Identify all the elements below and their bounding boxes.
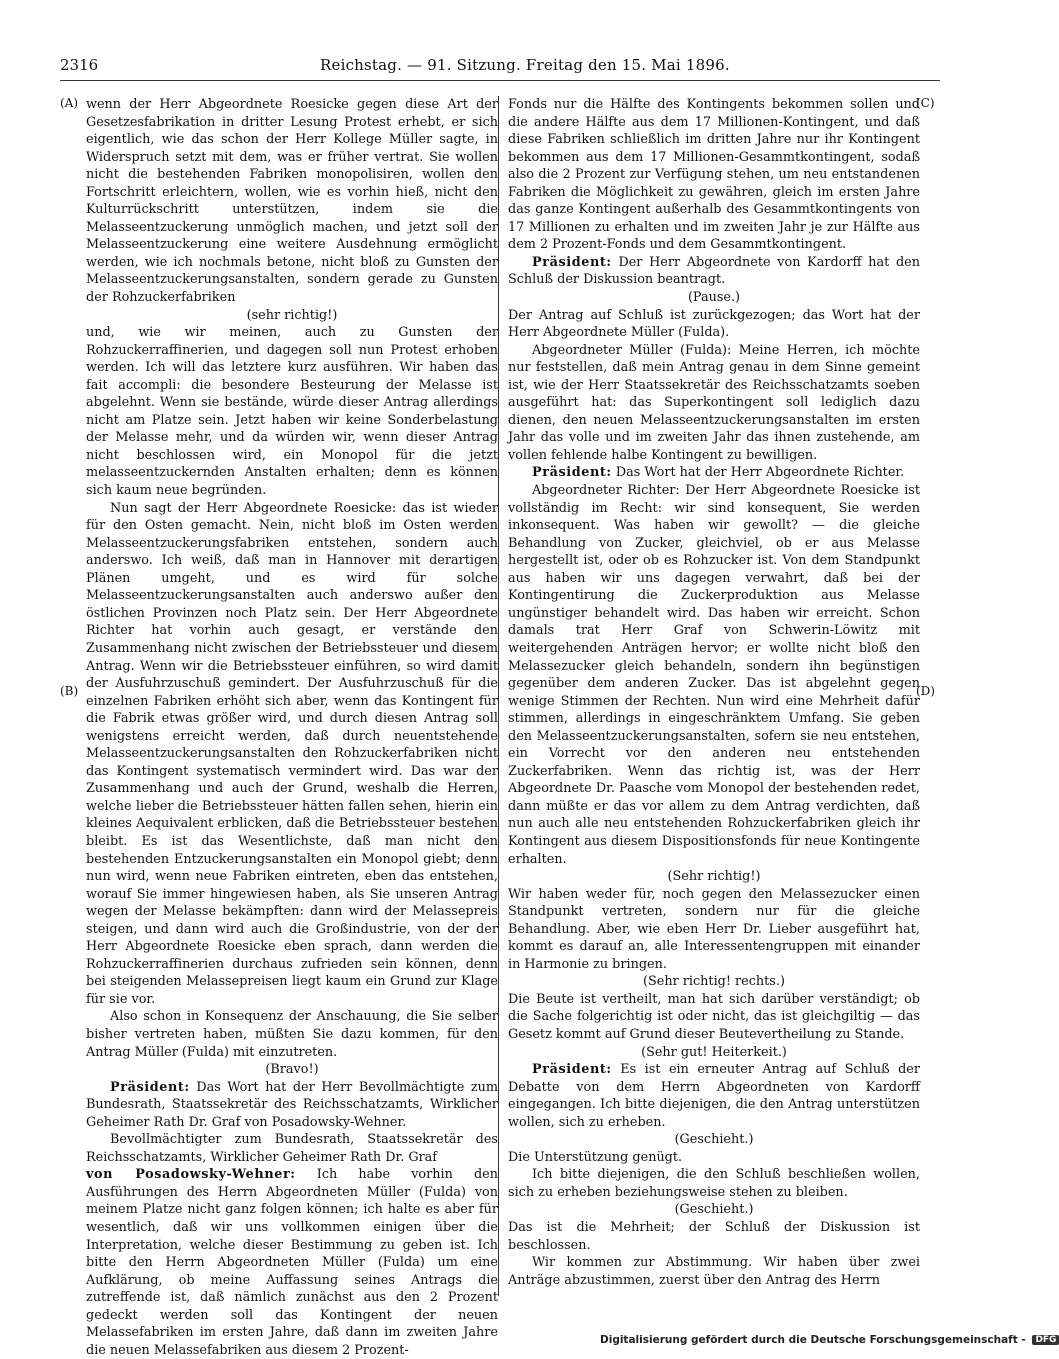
paragraph-text: Das ist die Mehrheit; der Schluß der Diskussion ist beschlossen. [508,1220,920,1253]
paragraph [508,254,920,289]
paragraph [508,1166,920,1201]
paragraph [86,1061,498,1079]
paragraph [508,96,920,254]
paragraph [508,289,920,307]
paragraph-text: (Sehr gut! Heiterkeit.) [641,1044,787,1060]
paragraph-text: (Sehr richtig!) [667,869,761,885]
paragraph-text: Bevollmächtigter zum Bundesrath, Staatssekretär des Reichsschatzamts, Wirklicher Geheimer Rath Dr. Graf [86,1132,498,1165]
paragraph [508,482,920,868]
paragraph-text: Es ist ein erneuter Antrag auf Schluß der Debatte von dem Herrn Abgeordneten von Kardorff eingegangen. Ich bitte diejenigen, die den Antrag unterstützen wollen, sich zu erheben. [508,1062,920,1130]
paragraph-text: Die Beute ist vertheilt, man hat sich darüber verständigt; ob die Sache folgerichtig ist oder nicht, das ist gleichgiltig — das Gesetz kommt auf Grund dieser Beutevertheilung zu Stande. [508,991,920,1042]
paragraph-text: und, wie wir meinen, auch zu Gunsten der Rohzuckerraffinerien, und dagegen soll nun Protest erhoben werden. Ich will das letztere kurz ausführen. Wir haben das fait accompli: die besondere Besteurung der Melasse ist abgelehnt. Wenn sie bestände, würde dieser Antrag allerdings nicht am Platze sein. Jetzt haben wir keine Sonderbelastung der Melasse mehr, und da würden wir, wenn dieser Antrag nicht beschlossen wird, ein Monopol für die jetzt melasseentzuckernden Anstalten erhalten; denn es können sich kaum neue begründen. [86,325,498,499]
paragraph-text: Das Wort hat der Herr Bevollmächtigte zum Bundesrath, Staatssekretär des Reichsschatzamts, Wirklicher Geheimer Rath Dr. Graf von Posadowsky-Wehner. [86,1079,498,1130]
paragraph-text: Ich habe vorhin den Ausführungen des Herrn Abgeordneten Müller (Fulda) von meinem Platze nicht ganz folgen können; ich halte es aber für wesentlich, daß wir uns vollkommen einigen über die Interpretation, welche dieser Bestimmung zu geben ist. Ich bitte den Herrn Abgeordneten Müller (Fulda) um eine Aufklärung, ob meine Auffassung seines Antrags die zutreffende ist, daß nämlich zunächst aus den 2 Prozent gedeckt werden soll das Kontingent der neuen Melassefabriken im ersten Jahre, daß dann im zweiten Jahre die neuen Melassefabriken aus diesem 2 Prozent- [86,1167,498,1358]
dfg-logo-icon: DFG [1032,1335,1059,1345]
paragraph-text: Wir haben weder für, noch gegen den Melassezucker einen Standpunkt vertreten, sondern nur für die gleiche Behandlung. Aber, wie eben Herr Dr. Lieber ausgeführt hat, kommt es darauf an, alle Interessentengruppen mit einander in Harmonie zu bringen. [508,886,920,972]
paragraph [86,500,498,1009]
paragraph [86,1079,498,1132]
margin-marker-b: (B) [60,684,79,698]
paragraph [508,307,920,342]
paragraph [508,991,920,1044]
paragraph [508,1044,920,1062]
paragraph [508,342,920,465]
speaker-label: Präsident: [532,1062,612,1078]
paragraph [508,1219,920,1254]
paragraph [508,1131,920,1149]
margin-marker-d: (D) [916,684,935,698]
header-rule [60,80,940,81]
left-column [86,96,498,1358]
right-column [508,96,920,1286]
paragraph [86,1008,498,1061]
paragraph-text: Fonds nur die Hälfte des Kontingents bekommen sollen und die andere Hälfte aus dem 17 Millionen-Kontingent, und daß diese Fabriken schließlich im dritten Jahre nur ihr Kontingent bekommen aus dem 17 Millionen-Gesammtkontingent, sodaß also die 2 Prozent zur Verfügung stehen, um neu entstandenen Fabriken die Möglichkeit zu gewähren, gleich im ersten Jahre das ganze Kontingent außerhalb des Gesammtkontingents von 17 Millionen zu erhalten und im zweiten Jahr je zur Hälfte aus dem 2 Prozent-Fonds und dem Gesammtkontingent. [508,97,920,253]
paragraph-text: Der Herr Abgeordnete von Kardorff hat den Schluß der Diskussion beantragt. [508,254,920,288]
page-header [60,56,940,78]
column-divider [498,96,499,1296]
paragraph [508,1254,920,1289]
paragraph [508,464,920,482]
paragraph-text: (Geschieht.) [674,1132,754,1148]
paragraph-text: Abgeordneter Müller (Fulda): Meine Herren, ich möchte nur feststellen, daß mein Antrag genau in dem Sinne gemeint ist, wie der Herr Staatssekretär des Reichsschatzamts soeben ausgeführt hat: das Superkontingent soll lediglich dazu dienen, den neuen Melasseentzuckerungsanstalten im ersten Jahr das volle und im zweiten Jahr das ihnen zustehende, am vollen fehlende halbe Kontingent zu bewilligen. [508,342,920,463]
paragraph-text: (sehr richtig!) [246,307,338,323]
paragraph [86,324,498,499]
speaker-label: Präsident: [532,465,612,481]
paragraph [86,1166,498,1359]
margin-marker-c: (C) [916,96,935,110]
speaker-label: Präsident: [532,254,612,270]
paragraph-text: Abgeordneter Richter: Der Herr Abgeordnete Roesicke ist vollständig im Recht: wir sind konsequent, Sie werden inkonsequent. Was haben wir gewollt? — die gleiche Behandlung von Zucker, gleichviel, ob er aus Melasse hergestellt ist, oder ob es Rohzucker ist. Von dem Standpunkt aus haben wir uns dagegen verwahrt, daß bei der Kontingentirung die Zuckerproduktion aus Melasse ungünstiger behandelt wird. Das haben wir erreicht. Schon damals trat Herr Graf von Schwerin-Löwitz mit weitergehenden Anträgen hervor; er wollte nicht bloß den Melassezucker gleich behandeln, sondern ihn begünstigen gegenüber dem anderen Zucker. Das ist abgelehnt gegen wenige Stimmen der Rechten. Nun wird eine Mehrheit dafür stimmen, allerdings in eingeschränktem Umfang. Sie geben den Melasseentzuckerungsanstalten, sofern sie neu entstehen, ein Vorrecht vor den anderen neu entstehenden Zuckerfabriken. Wenn das richtig ist, was der Herr Abgeordnete Dr. Paasche vom Monopol der bestehenden redet, dann müßte er das vor allem zu dem Antrag verdichten, daß nun auch alle neu entstehenden Rohzuckerfabriken gleich ihr Kontingent aus diesem Dispositionsfonds für neue Kontingente erhalten. [508,483,920,867]
paragraph [508,1061,920,1131]
paragraph-text: Ich bitte diejenigen, die den Schluß beschließen wollen, sich zu erheben beziehungsweise stehen zu bleiben. [508,1167,920,1200]
paragraph [508,868,920,886]
paragraph-text: (Pause.) [687,290,741,306]
paragraph [508,973,920,991]
paragraph [508,886,920,974]
paragraph [86,307,498,325]
paragraph-text: Nun sagt der Herr Abgeordnete Roesicke: das ist wieder für den Osten gemacht. Nein, nicht bloß im Osten werden Melasseentzuckerungsfabriken entstehen, sondern auch anderswo. Ich weiß, daß man in Hannover mit derartigen Plänen umgeht, und es wird für solche Melasseentzuckerungsanstalten auch anderswo außer den östlichen Provinzen noch Platz sein. Der Herr Abgeordnete Richter hat vorhin auch gesagt, er verstände den Zusammenhang nicht zwischen der Betriebssteuer und diesem Antrag. Wenn wir die Betriebssteuer einführen, so wird damit der Ausfuhrzuschuß gemindert. Der Ausfuhrzuschuß für die einzelnen Fabriken erhöht sich aber, wenn das Kontingent für die Fabrik etwas größer wird, und durch diesen Antrag soll wenigstens erreicht werden, daß durch neuentstehende Melasseentzuckerungsanstalten den Rohzuckerfabriken nicht das Kontingent systematisch vermindert wird. Das war der Zusammenhang und auch der Grund, weshalb die Herren, welche lieber die Betriebssteuer hätten fallen sehen, hierin ein kleines Aequivalent erblicken, daß die Betriebssteuer bestehen bleibt. Es ist das Wesentlichste, daß man nicht den bestehenden Entzuckerungsanstalten ein Monopol giebt; denn nun wird, wenn neue Fabriken eintreten, eben das entstehen, worauf Sie immer hingewiesen haben, als Sie unseren Antrag wegen der Melasse bekämpften: dann wird der Melassepreis steigen, und dann wird auch die Großindustrie, von der der Herr Abgeordnete Roesicke eben sprach, dann werden die Rohzuckerraffinerien durchaus zufrieden sein können, denn bei steigenden Melassepreisen liegt kaum ein Grund zur Klage für sie vor. [86,500,498,1007]
paragraph [86,1131,498,1166]
speaker-label: von Posadowsky-Wehner: [86,1167,296,1183]
paragraph-text: Die Unterstützung genügt. [508,1149,683,1165]
paragraph-text: Wir kommen zur Abstimmung. Wir haben über zwei Anträge abzustimmen, zuerst über den Antrag des Herrn [508,1255,920,1288]
paragraph-text: Das Wort hat der Herr Abgeordnete Richter. [611,465,905,481]
credit-text: Digitalisierung gefördert durch die Deutsche Forschungsgemeinschaft - [600,1334,1026,1346]
speaker-label: Präsident: [110,1079,190,1095]
paragraph [86,96,498,307]
running-title: Reichstag. — 91. Sitzung. Freitag den 15. Mai 1896. [320,56,730,74]
margin-marker-a: (A) [60,96,79,110]
page-number: 2316 [60,56,99,74]
paragraph-text: wenn der Herr Abgeordnete Roesicke gegen diese Art der Gesetzesfabrikation in dritter Lesung Protest erhebt, er sich eigentlich, wie das schon der Herr Kollege Müller sagte, in Widerspruch setzt mit dem, was er früher vertrat. Sie wollen nicht die bestehenden Fabriken monopolisiren, wollen den Fortschritt erleichtern, wollen, wie es vorhin hieß, nicht den Kulturrückschritt unterstützen, indem sie die Melasseentzuckerung unmöglich machen, und jetzt soll der Melasseentzuckerung eine weitere Ausdehnung ermöglicht werden, wie ich nochmals betone, nicht bloß zu Gunsten der Melasseentzuckerungsanstalten, sondern gerade zu Gunsten der Rohzuckerfabriken [86,97,498,306]
paragraph-text: Also schon in Konsequenz der Anschauung, die Sie selber bisher vertreten haben, müßten Sie dazu kommen, für den Antrag Müller (Fulda) mit einzutreten. [86,1009,498,1060]
paragraph [508,1149,920,1167]
paragraph-text: (Sehr richtig! rechts.) [643,974,785,990]
digitization-credit [600,1334,1057,1350]
paragraph [508,1201,920,1219]
paragraph-text: Der Antrag auf Schluß ist zurückgezogen; das Wort hat der Herr Abgeordnete Müller (Fulda). [508,307,920,341]
paragraph-text: (Bravo!) [265,1062,319,1078]
paragraph-text: (Geschieht.) [674,1202,754,1218]
